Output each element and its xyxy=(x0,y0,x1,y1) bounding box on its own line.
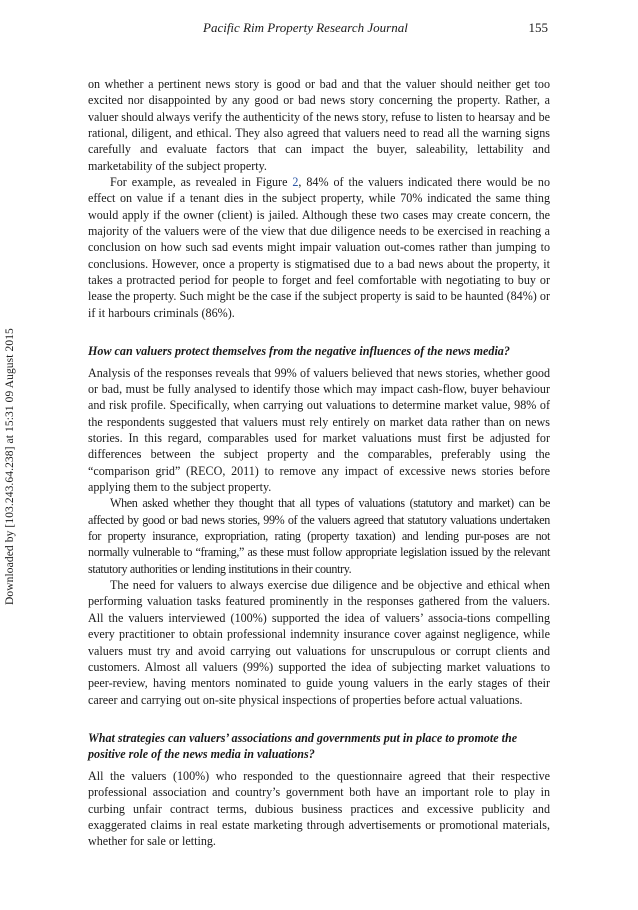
journal-title: Pacific Rim Property Research Journal xyxy=(203,20,408,35)
paragraph-5: The need for valuers to always exercise due diligence and be objective and ethical when performing valuation tasks featured prominently in the responses gathered from the valuers. All the valuers interviewed (100%) supported the idea of valuers’ associa-tions compelling every practitioner to obtain professional indemnity insurance cover against negligence, while valuers must try and avoid carrying out valuations for unscrupulous or corrupt clients and customers. Almost all valuers (99%) supported the idea of subjecting market valuations to peer-review, having mentors nominated to guide young valuers in the early stages of their career and carrying out on-site physical inspections of properties before actual valuations. xyxy=(88,578,550,707)
section-heading-strategies: What strategies can valuers’ associations and governments put in place to promote the positive role of the news media in valuations? xyxy=(88,730,518,762)
paragraph-2 xyxy=(88,174,550,321)
page-number: 155 xyxy=(528,20,548,35)
figure-2-link[interactable]: 2 xyxy=(292,175,299,190)
section-heading-protect: How can valuers protect themselves from the negative influences of the news media? xyxy=(88,344,510,359)
paragraph-1: on whether a pertinent news story is good or bad and that the valuer should neither get too excited nor disappointed by any good or bad news story concerning the property. Rather, a valuer should always verify the authenticity of the news story, refuse to listen to hearsay and be rational, diligent, and ethical. They also agreed that valuers need to read all the warning signs carefully and evaluate factors that can impact the buyer, saleability, lettability and marketability of the subject property. xyxy=(88,77,550,173)
paragraph-6: All the valuers (100%) who responded to the questionnaire agreed that their respective professional association and country’s government both have an important role to play in curbing unfair contract terms, dubious business practices and excessive publicity and exaggerated claims in real estate marketing through advertisements or promotional materials, whether for sale or letting. xyxy=(88,768,550,849)
paragraph-4: When asked whether they thought that all types of valuations (statutory and market) can be affected by good or bad news stories, 99% of the valuers agreed that statutory valuations undertaken for property insurance, expropriation, rating (property taxation) and lending pur-poses are not normally vulnerable to “framing,” as these must follow appropriate legislation issued by the relevant statutory authorities or lending institutions in their country. xyxy=(88,496,550,576)
paragraph-2-start: For example, as revealed in Figure xyxy=(110,175,293,190)
article-body xyxy=(88,76,550,850)
paragraph-2-rest: , 84% of the valuers indicated there would be no effect on value if a tenant dies in the subject property, while 70% indicated the same thing would apply if the owner (client) is jailed. Although these two cases may create concern, the majority of the valuers were of the view that due diligence needs to be exercised in reaching a conclusion on how such sad events might impair valuation out-comes rather than jumping to conclusions. However, once a property is stigmatised due to a bad news about the property, it takes a protracted period for people to forget and feel comfortable with negotiating to buy or lease the property. Such might be the case if the subject property is said to be haunted (84%) or if it harbours criminals (86%). xyxy=(88,175,550,320)
download-watermark: Downloaded by [103.243.64.238] at 15:31 09 August 2015 xyxy=(4,328,16,605)
paragraph-3: Analysis of the responses reveals that 99% of valuers believed that news stories, whether good or bad, must be fully analysed to identify those which may impact cash-flow, buyer behaviour and risk profile. Specifically, when carrying out valuations to determine market value, 98% of the respondents suggested that valuers must rely entirely on market data rather than on news stories. In this regard, comparables used for market valuations must first be adjusted for differences between the subject property and the comparables, preferably using the “comparison grid” (RECO, 2011) to remove any impact of excessive news stories before applying them to the subject property. xyxy=(88,365,550,495)
running-header xyxy=(88,20,548,40)
